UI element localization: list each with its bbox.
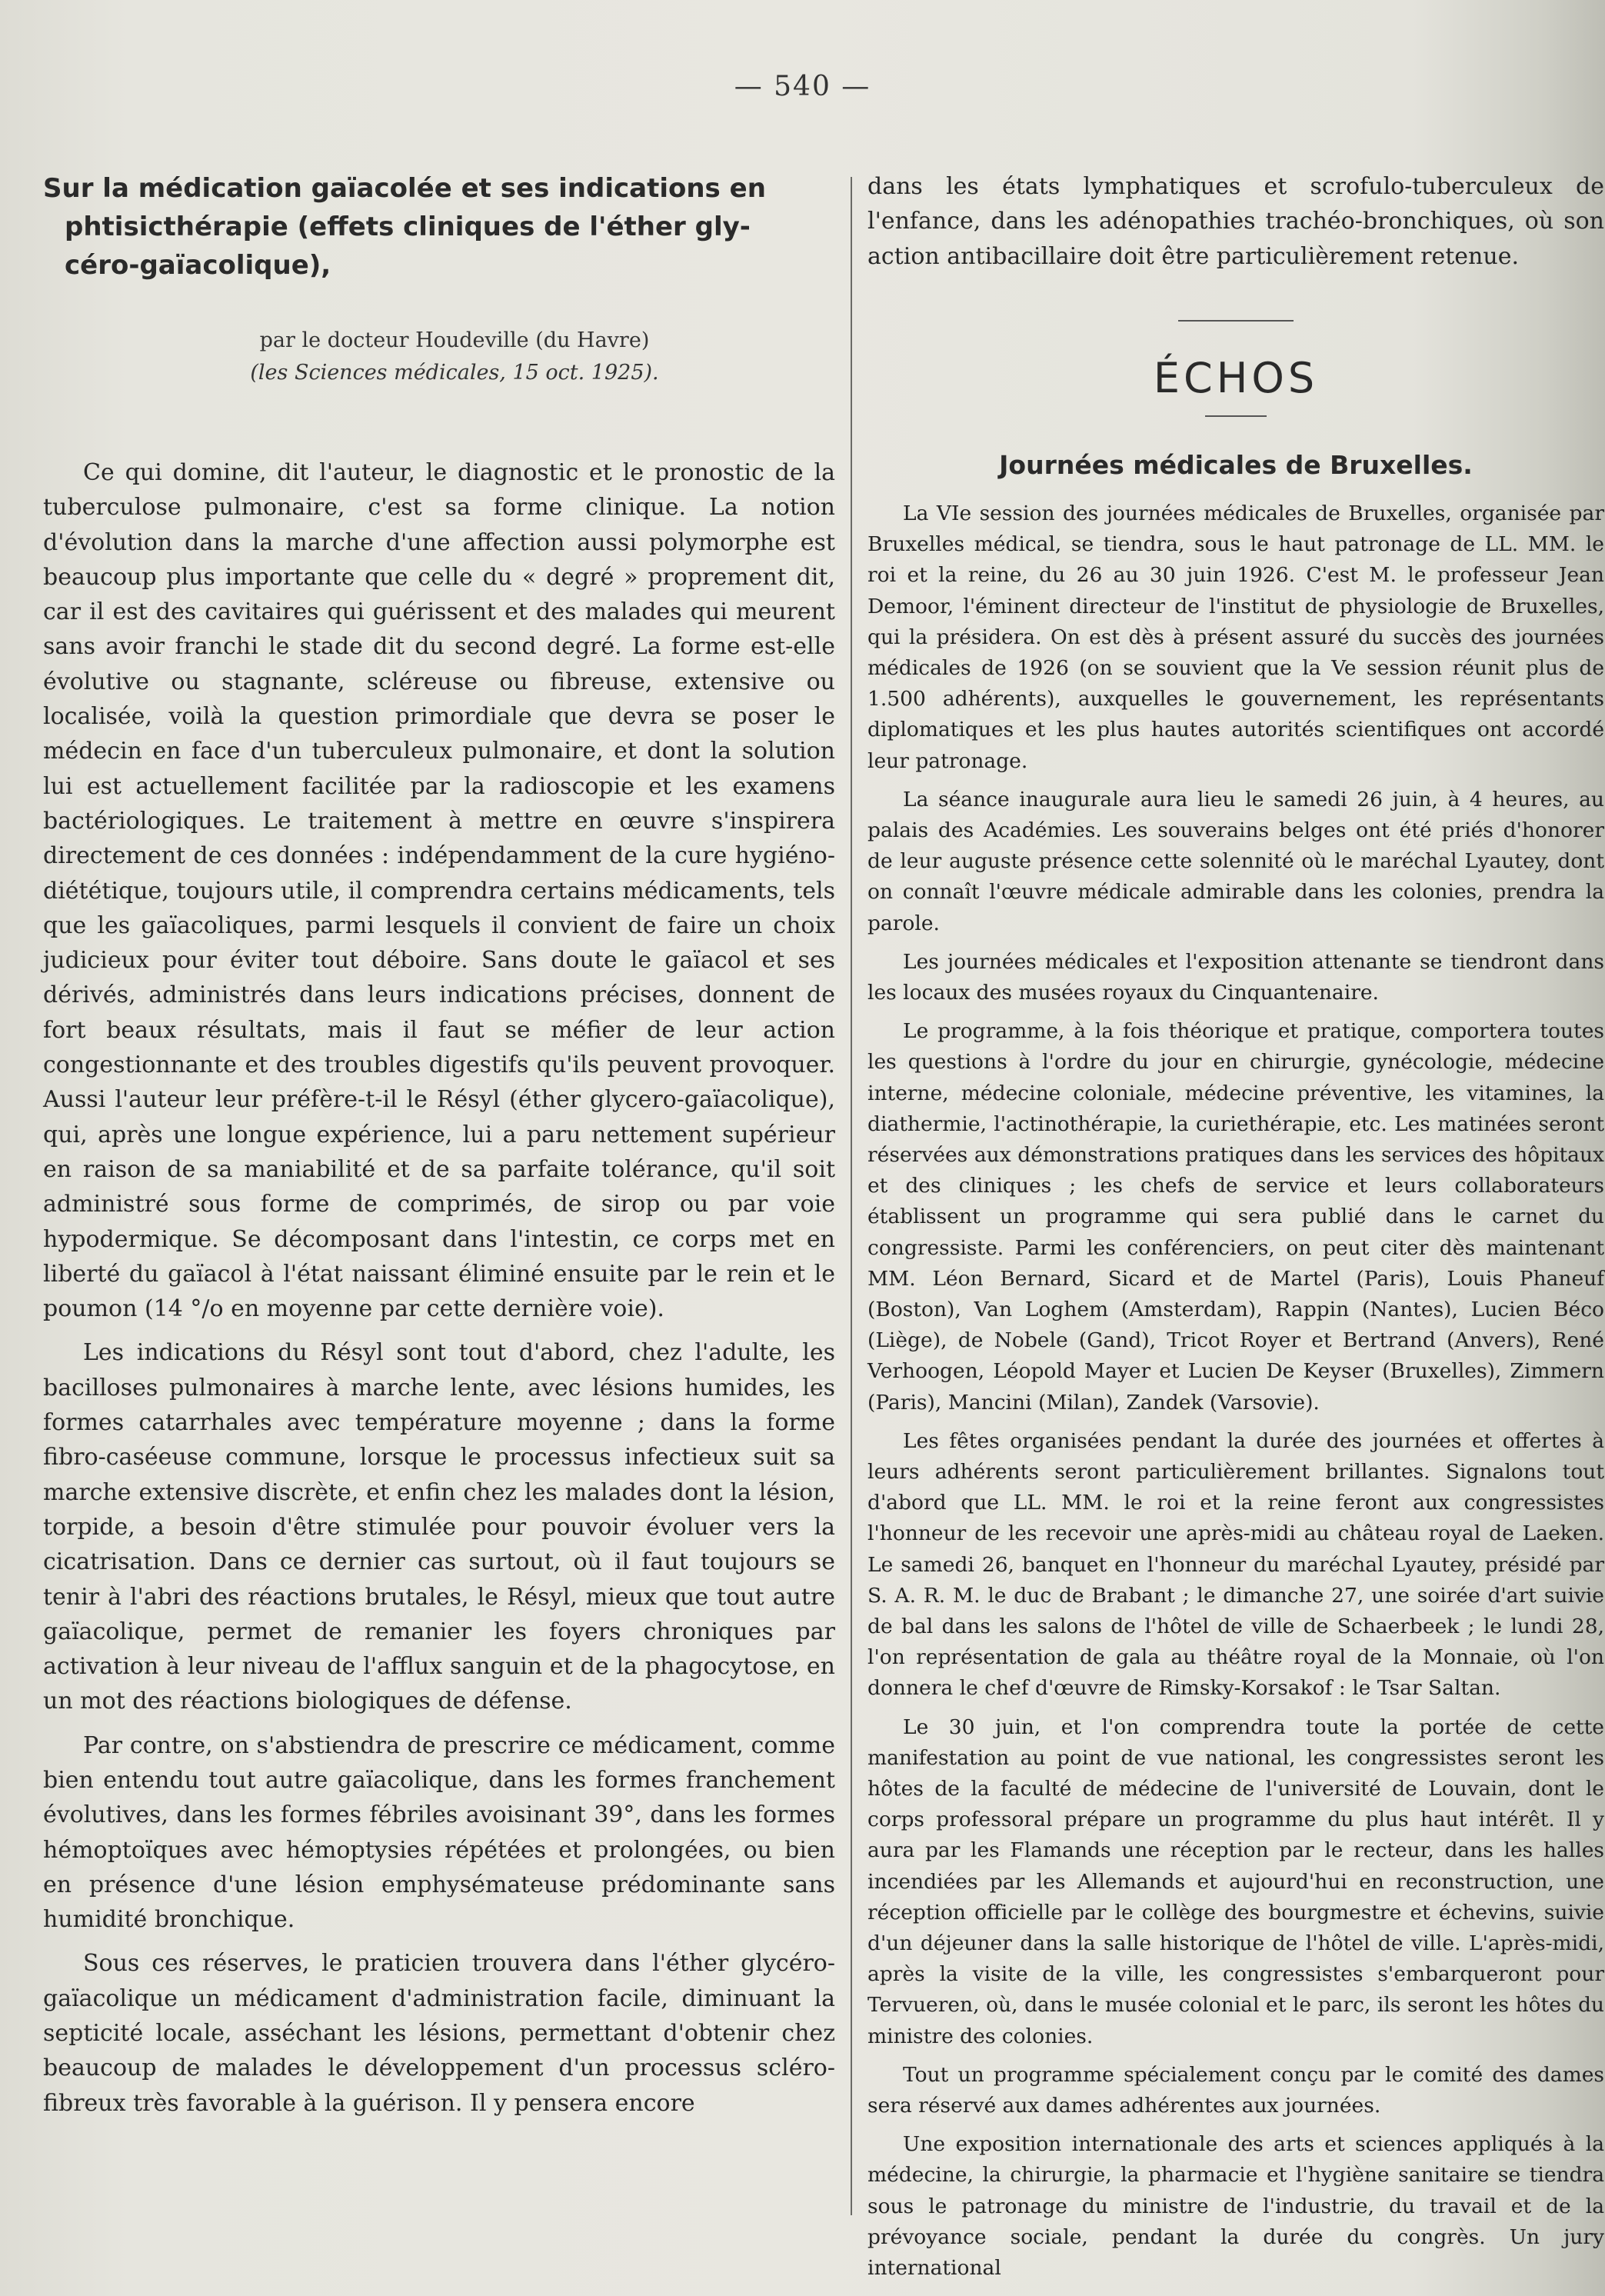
article-title: [43, 169, 835, 285]
echos-paragraph: Les journées médicales et l'exposition attenante se tiendront dans les locaux des musées royaux du Cinquantenaire.: [867, 949, 1604, 1005]
section-title: ÉCHOS: [1153, 353, 1319, 402]
author-line: par le docteur Houdeville (du Havre): [259, 328, 650, 352]
echos-paragraph: La séance inaugurale aura lieu le samedi 26 juin, à 4 heures, au palais des Académies. Les souverains belges ont été priés d'honorer de leur auguste présence cette solennité où le maréchal Lyautey, dont on connaît l'œuvre médicale admirable dans les colonies, prendra la parole.: [867, 787, 1604, 935]
left-column: [43, 169, 835, 2130]
article-body: [43, 455, 835, 2121]
echos-paragraph: La VIe session des journées médicales de Bruxelles, organisée par Bruxelles médical, se tiendra, sous le haut patronage de LL. MM. le roi et la reine, du 26 au 30 juin 1926. C'est M. le professeur Jean Demoor, l'éminent directeur de l'institut de physiologie de Bruxelles, qui la présidera. On est dès à présent assuré du succès des journées médicales de 1926 (on se souvient que la Ve session réunit plus de 1.500 adhérents), auxquelles le gouvernement, les représentants diplomatiques et les plus hautes autorités scientifiques ont accordé leur patronage.: [867, 501, 1604, 773]
article-paragraph: Par contre, on s'abstiendra de prescrire ce médicament, comme bien entendu tout autre gaïacolique, dans les formes franchement évolutives, dans les formes fébriles avoisinant 39°, dans les formes hémoptoïques avec hémoptysies répétées et prolongées, ou bien en présence d'une lésion emphysémateuse prédominante sans humidité bronchique.: [43, 1731, 835, 1934]
echos-paragraph: Une exposition internationale des arts et sciences appliqués à la médecine, la chirurgie, la pharmacie et l'hygiène sanitaire se tiendra sous le patronage du ministre de l'industrie, du travail et de la prévoyance sociale, pendant la durée du congrès. Un jury international: [867, 2132, 1604, 2281]
right-column: [867, 169, 1604, 2291]
echos-paragraph: Le programme, à la fois théorique et pratique, comportera toutes les questions à l'ordre du jour en chirurgie, gynécologie, médecine interne, médecine coloniale, médecine préventive, les vitamines, la diathermie, l'actinothérapie, la curiethérapie, etc. Les matinées seront réservées aux démonstrations pratiques dans les services des hôpitaux et des cliniques ; les chefs de service et leurs collaborateurs établissent un programme qui sera publié dans le carnet du congressiste. Parmi les conférenciers, on peut citer dès maintenant MM. Léon Bernard, Sicard et de Martel (Paris), Louis Phaneuf (Boston), Van Loghem (Amsterdam), Rappin (Nantes), Lucien Béco (Liège), de Nobele (Gand), Tricot Royer et Bertrand (Anvers), René Verhoogen, Léopold Mayer et Lucien De Keyser (Bruxelles), Zimmern (Paris), Mancini (Milan), Zandek (Varsovie).: [867, 1019, 1604, 1415]
echos-paragraph: Le 30 juin, et l'on comprendra toute la portée de cette manifestation au point de vue national, les congressistes seront les hôtes de la faculté de médecine de l'université de Louvain, dont le corps professoral prépare un programme du plus haut intérêt. Il y aura par les Flamands une réception par le recteur, dans les halles incendiées par les Allemands et aujourd'hui en reconstruction, une réception officielle par le collège des bourgmestre et échevins, suivie d'un déjeuner dans la salle historique de l'hôtel de ville. L'après-midi, après la visite de la ville, les congressistes s'embarqueront pour Tervueren, où, dans le musée colonial et le parc, ils seront les hôtes du ministre des colonies.: [867, 1715, 1604, 2048]
column-divider: [851, 177, 852, 2215]
continuation-paragraph: dans les états lymphatiques et scrofulo-tuberculeux de l'enfance, dans les adénopathies trachéo-bronchiques, où son action antibacillaire doit être particulièrement retenue.: [867, 173, 1604, 270]
subsection-title: Journées médicales de Bruxelles.: [999, 449, 1473, 480]
article-title-line: céro-gaïacolique),: [65, 250, 331, 281]
article-title-line: phtisicthérapie (effets cliniques de l'éther gly-: [65, 212, 751, 242]
echos-paragraph: Les fêtes organisées pendant la durée des journées et offertes à leurs adhérents seront particulièrement brillantes. Signalons tout d'abord que LL. MM. le roi et la reine feront aux congressistes l'honneur de les recevoir une après-midi au château royal de Laeken. Le samedi 26, banquet en l'honneur du maréchal Lyautey, présidé par S. A. R. M. le duc de Brabant ; le dimanche 27, une soirée d'art suivie de bal dans les salons de l'hôtel de ville de Schaerbeek ; le lundi 28, l'on représentation de gala au théâtre royal de la Monnaie, où l'on donnera le chef d'œuvre de Rimsky-Korsakof : le Tsar Saltan.: [867, 1428, 1604, 1701]
echos-body: [867, 498, 1604, 2284]
source-citation: (les Sciences médicales, 15 oct. 1925).: [250, 361, 659, 385]
article-continuation: [867, 169, 1604, 274]
article-title-line: Sur la médication gaïacolée et ses indications en: [43, 173, 766, 204]
echos-paragraph: Tout un programme spécialement conçu par le comité des dames sera réservé aux dames adhérentes aux journées.: [867, 2062, 1604, 2118]
article-byline: [43, 325, 835, 389]
section-separator: [1178, 320, 1294, 322]
page-number: — 540 —: [734, 71, 871, 102]
article-paragraph: Les indications du Résyl sont tout d'abord, chez l'adulte, les bacilloses pulmonaires à marche lente, avec lésions humides, les formes catarrhales avec température moyenne ; dans la forme fibro-caséeuse commune, lorsque le processus infectieux suit sa marche extensive discrète, et enfin chez les malades dont la lésion, torpide, a besoin d'être stimulée pour pouvoir évoluer vers la cicatrisation. Dans ce dernier cas surtout, où il faut toujours se tenir à l'abri des réactions brutales, le Résyl, mieux que tout autre gaïacolique, permet de remanier les foyers chroniques par activation à leur niveau de l'afflux sanguin et de la phagocytose, en un mot des réactions biologiques de défense.: [43, 1339, 835, 1715]
article-paragraph: Sous ces réserves, le praticien trouvera dans l'éther glycéro-gaïacolique un médicament d'administration facile, diminuant la septicité locale, asséchant les lésions, permettant d'obtenir chez beaucoup de malades le développement d'un processus scléro-fibreux très favorable à la guérison. Il y pensera encore: [43, 1950, 835, 2117]
article-paragraph: Ce qui domine, dit l'auteur, le diagnostic et le pronostic de la tuberculose pulmonaire, c'est sa forme clinique. La notion d'évolution dans la marche d'une affection aussi polymorphe est beaucoup plus importante que celle du « degré » proprement dit, car il est des cavitaires qui guérissent et des malades qui meurent sans avoir franchi le stade dit du second degré. La forme est-elle évolutive ou stagnante, scléreuse ou fibreuse, extensive ou localisée, voilà la question primordiale que devra se poser le médecin en face d'un tuberculeux pulmonaire, et dont la solution lui est actuellement facilitée par la radioscopie et les examens bactériologiques. Le traitement à mettre en œuvre s'inspirera directement de ces données : indépendamment de la cure hygiéno-diététique, toujours utile, il comprendra certains médicaments, tels que les gaïacoliques, parmi lesquels il convient de faire un choix judicieux pour éviter tout déboire. Sans doute le gaïacol et ses dérivés, administrés dans leurs indications précises, donnent de fort beaux résultats, mais il faut se méfier de leur action congestionnante et des troubles digestifs qu'ils peuvent provoquer. Aussi l'auteur leur préfère-t-il le Résyl (éther glycero-gaïacolique), qui, après une longue expérience, lui a paru nettement supérieur en raison de sa maniabilité et de sa parfaite tolérance, qu'il soit administré sous forme de comprimés, de sirop ou par voie hypodermique. Se décomposant dans l'intestin, ce corps met en liberté du gaïacol à l'état naissant éliminé ensuite par le rein et le poumon (14 °/o en moyenne par cette dernière voie).: [43, 459, 835, 1323]
section-title-rule: [1205, 415, 1267, 417]
